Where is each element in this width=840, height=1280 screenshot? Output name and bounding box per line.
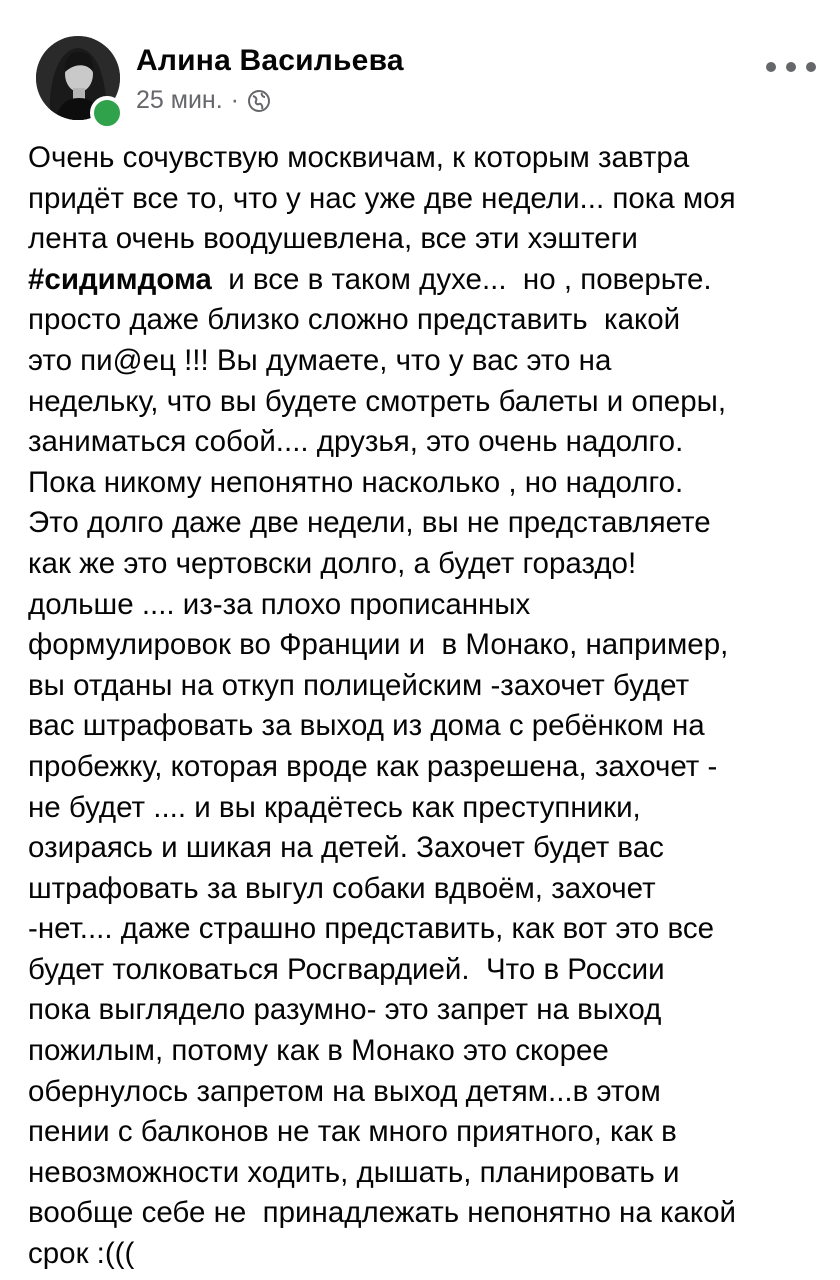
more-horizontal-icon (766, 62, 776, 72)
post-text-fragment: и все в таком духе... но , поверьте. (211, 262, 712, 296)
post-text-line: вас штрафовать за выход из дома с ребёнком на (28, 709, 705, 743)
post-text-line: недельку, что вы будете смотреть балеты и оперы, (28, 384, 727, 418)
hashtag-link[interactable]: #сидимдома (28, 262, 212, 296)
post-text-line: вообще себе не принадлежать непонятно на какой (28, 1196, 737, 1230)
post-timestamp[interactable]: 25 мин. (136, 86, 223, 114)
post-text-line: просто даже близко сложно представить какой (28, 303, 681, 337)
post-text-line: не будет .... и вы крадётесь как преступники, (28, 790, 641, 824)
post-text-line: пробежку, которая вроде как разрешена, захочет - (28, 749, 718, 783)
post-text-line: формулировок во Франции и в Монако, например, (28, 628, 729, 662)
globe-icon[interactable] (247, 89, 271, 113)
post-text-line: невозможности ходить, дышать, планировать и (28, 1155, 680, 1189)
post-text-line: будет толковаться Росгвардией. Что в России (28, 952, 665, 986)
post-text-line: вы отданы на откуп полицейским -захочет будет (28, 668, 690, 702)
post-text-line: пока выглядело разумно- это запрет на выход (28, 993, 662, 1027)
post-text-line: Пока никому непонятно насколько , но надолго. (28, 465, 684, 499)
post-text-line: лента очень воодушевлена, все эти хэштеги (28, 222, 638, 256)
meta-separator: · (230, 86, 239, 114)
post-header (36, 36, 820, 136)
post-text-line: дольше .... из-за плохо прописанных (28, 587, 531, 621)
post-text-line: штрафовать за выгул собаки вдвоём, захочет (28, 871, 656, 905)
author-name[interactable]: Алина Васильева (136, 44, 404, 77)
more-options-button[interactable] (766, 52, 816, 82)
post-text-line (28, 260, 828, 301)
post-text-line: -нет.... даже страшно представить, как вот это все (28, 912, 715, 946)
post-body-text (28, 138, 828, 1275)
post-text-line: пении с балконов не так много приятного, как в (28, 1115, 677, 1149)
online-status-indicator (90, 96, 124, 130)
post-text-line: заниматься собой.... друзья, это очень надолго. (28, 425, 684, 459)
post-text-line: Очень сочувствую москвичам, к которым завтра (28, 141, 690, 174)
post-text-line: озираясь и шикая на детей. Захочет будет вас (28, 831, 664, 865)
post-meta (136, 86, 271, 115)
post-text-line: Это долго даже две недели, вы не представляете (28, 506, 711, 540)
post-text-line: придёт все то, что у нас уже две недели... пока моя (28, 181, 736, 215)
post-text-line: пожилым, потому как в Монако это скорее (28, 1034, 609, 1068)
post-text-line: срок :((( (28, 1237, 135, 1271)
post-text-line: обернулось запретом на выход детям...в этом (28, 1074, 661, 1108)
post-text-line: как же это чертовски долго, а будет гораздо! (28, 546, 637, 580)
post-text-line: это пи@ец !!! Вы думаете, что у вас это на (28, 343, 612, 377)
